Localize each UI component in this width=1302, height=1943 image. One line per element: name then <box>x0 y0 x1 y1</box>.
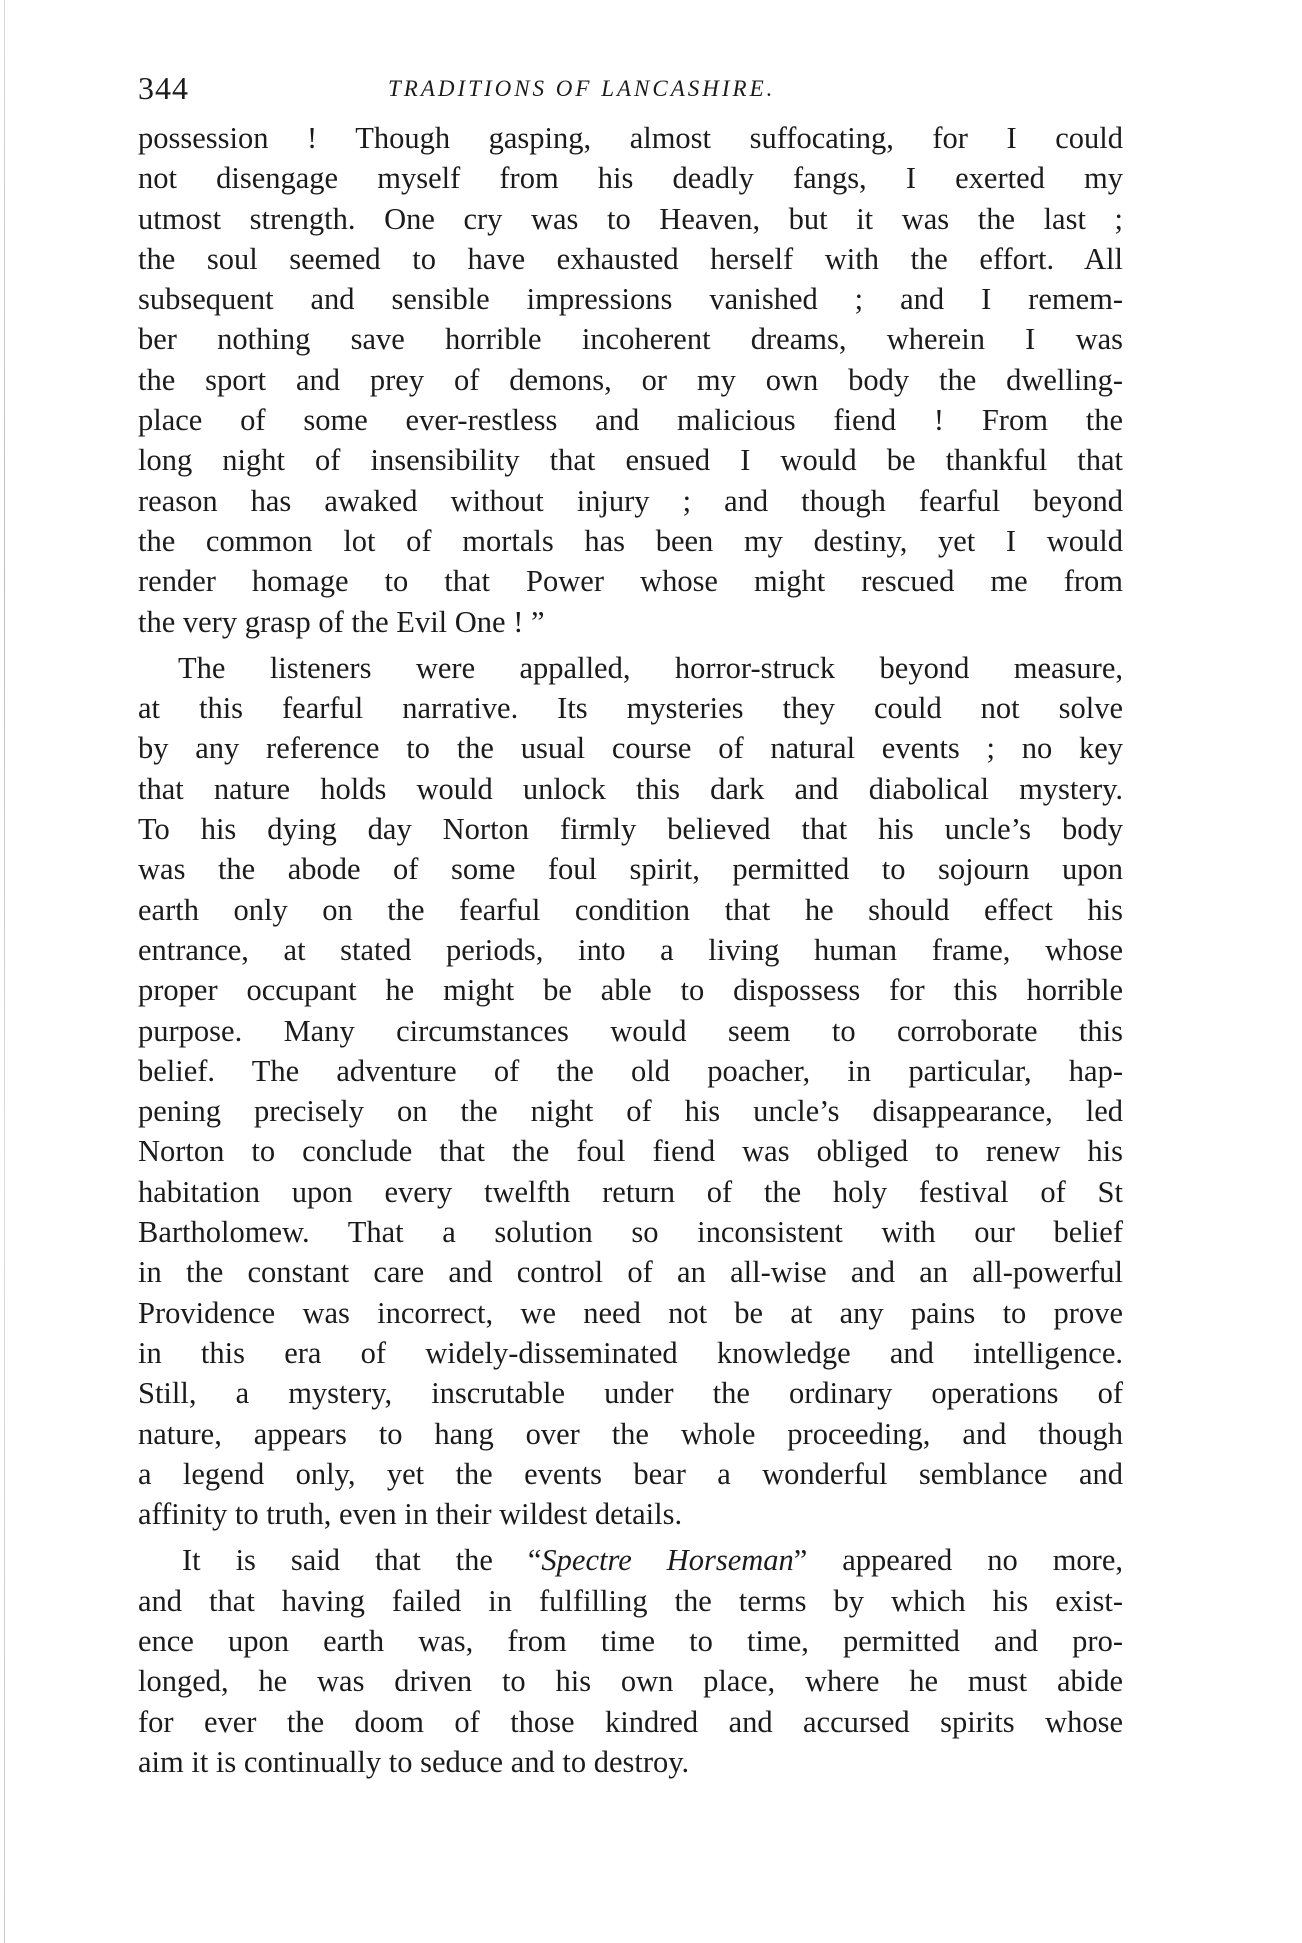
text-line: possession ! Though gasping, almost suffocating, for I could <box>138 121 1123 155</box>
text-line: and that having failed in fulfilling the terms by which his exist- <box>138 1583 1123 1618</box>
text-line: purpose. Many circumstances would seem to corroborate this <box>138 1013 1123 1048</box>
text-line: in this era of widely-disseminated knowledge and intelligence. <box>138 1335 1123 1370</box>
paragraph-3 <box>138 1540 1123 1782</box>
text-line: ber nothing save horrible incoherent dreams, wherein I was <box>138 322 1123 357</box>
paragraph-2 <box>138 648 1123 1535</box>
text-line: the sport and prey of demons, or my own body the dwelling- <box>138 362 1123 397</box>
text-line: the very grasp of the Evil One ! ” <box>138 604 545 639</box>
text-line: render homage to that Power whose might rescued me from <box>138 564 1123 599</box>
text-line: aim it is continually to seduce and to destroy. <box>138 1744 690 1779</box>
text-line: a legend only, yet the events bear a wonderful semblance and <box>138 1456 1123 1491</box>
text-line: proper occupant he might be able to dispossess for this horrible <box>138 973 1123 1008</box>
text-line: Norton to conclude that the foul fiend was obliged to renew his <box>138 1134 1123 1169</box>
text-line: The listeners were appalled, horror-struck beyond measure, <box>178 650 1123 685</box>
text-line: habitation upon every twelfth return of the holy festival of St <box>138 1174 1123 1209</box>
page-header <box>138 70 1118 118</box>
text-line: Still, a mystery, inscrutable under the ordinary operations of <box>138 1376 1123 1411</box>
text-line: subsequent and sensible impressions vanished ; and I remem- <box>138 282 1123 317</box>
text-line: the soul seemed to have exhausted herself with the effort. All <box>138 241 1123 276</box>
text-line: place of some ever-restless and malicious fiend ! From the <box>138 403 1123 438</box>
text-line: longed, he was driven to his own place, where he must abide <box>138 1664 1123 1699</box>
text-line: ence upon earth was, from time to time, permitted and pro- <box>138 1623 1123 1658</box>
text-line: was the abode of some foul spirit, permitted to sojourn upon <box>138 852 1123 887</box>
text-line: It is said that the “Spectre Horseman” appeared no more, <box>182 1543 1124 1578</box>
paragraph-1 <box>138 118 1123 642</box>
text-line: long night of insensibility that ensued I would be thankful that <box>138 443 1123 478</box>
text-line: the common lot of mortals has been my destiny, yet I would <box>138 523 1123 558</box>
text-line: reason has awaked without injury ; and though fearful beyond <box>138 483 1123 518</box>
text-line: not disengage myself from his deadly fangs, I exerted my <box>138 161 1123 196</box>
text-line: for ever the doom of those kindred and accursed spirits whose <box>138 1704 1123 1739</box>
text-line: affinity to truth, even in their wildest details. <box>138 1497 683 1532</box>
text-line: in the constant care and control of an all-wise and an all-powerful <box>138 1255 1123 1290</box>
italic-title: Spectre Horseman <box>541 1543 794 1578</box>
text-line: utmost strength. One cry was to Heaven, but it was the last ; <box>138 201 1123 236</box>
running-title: TRADITIONS OF LANCASHIRE. <box>388 76 776 101</box>
text-line: at this fearful narrative. Its mysteries they could not solve <box>138 691 1123 726</box>
body-text <box>138 118 1123 1782</box>
text-line: that nature holds would unlock this dark and diabolical mystery. <box>138 771 1123 806</box>
text-line: pening precisely on the night of his uncle’s disappearance, led <box>138 1094 1123 1129</box>
page-edge-line <box>4 0 5 1943</box>
page-number: 344 <box>138 70 189 106</box>
text-line: entrance, at stated periods, into a living human frame, whose <box>138 932 1123 967</box>
text-line: earth only on the fearful condition that he should effect his <box>138 892 1123 927</box>
text-line: To his dying day Norton firmly believed that his uncle’s body <box>138 812 1123 847</box>
text-line: nature, appears to hang over the whole proceeding, and though <box>138 1416 1123 1451</box>
text-line: Providence was incorrect, we need not be at any pains to prove <box>138 1295 1123 1330</box>
text-line: belief. The adventure of the old poacher, in particular, hap- <box>138 1053 1123 1088</box>
text-line: by any reference to the usual course of natural events ; no key <box>138 731 1123 766</box>
text-line: Bartholomew. That a solution so inconsistent with our belief <box>138 1215 1123 1250</box>
